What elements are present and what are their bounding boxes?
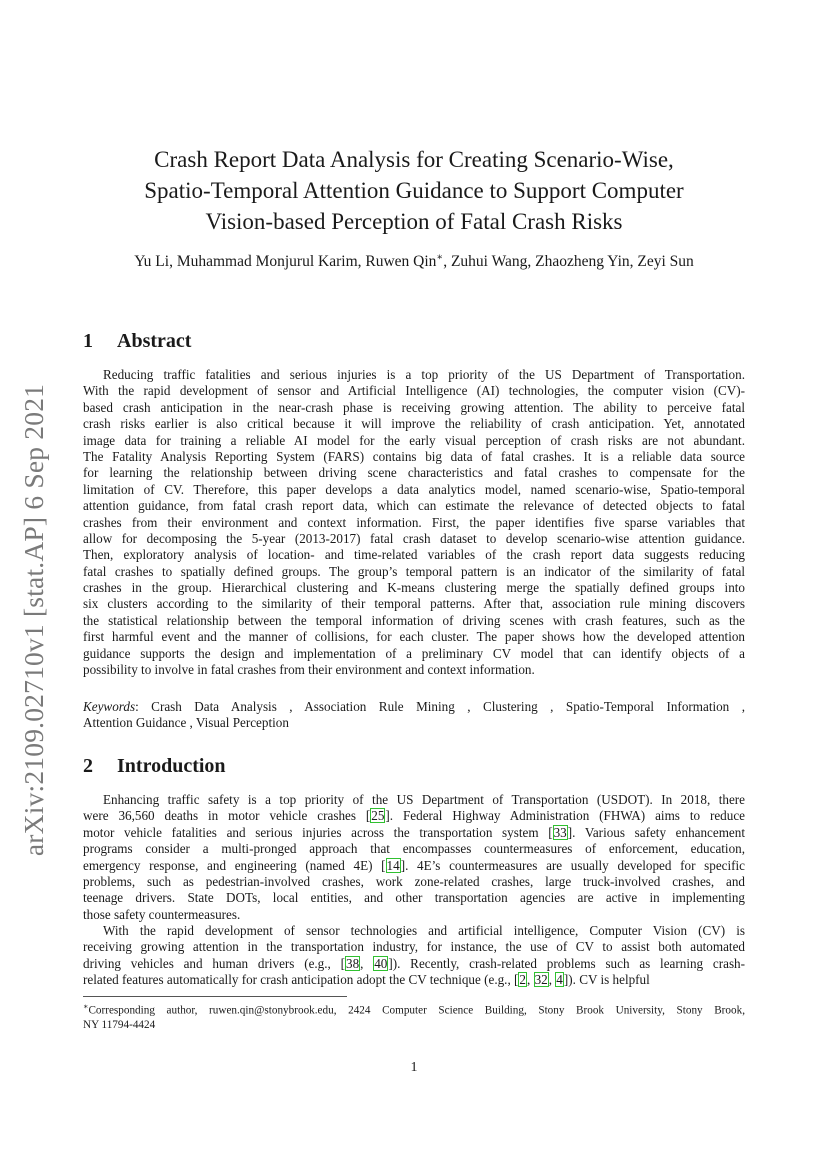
paragraph-line: With the rapid development of sensor technologies and artificial intelligence, Computer Vision (CV) is [103, 923, 745, 938]
footnote-mark: ∗ [83, 1002, 89, 1011]
citation-link[interactable]: 4 [556, 972, 563, 988]
authors-after: , Zuhui Wang, Zhaozheng Yin, Zeyi Sun [443, 253, 694, 271]
paragraph-line [83, 825, 745, 841]
keywords-text: : Crash Data Analysis , Association Rule Mining , Clustering , Spatio-Temporal Information , [135, 699, 745, 714]
text-run: ]). Recently, crash-related problems such as learning crash- [388, 955, 745, 971]
paragraph-line: receiving growing attention in the transportation industry, for instance, the use of CV to assist both automated [83, 939, 745, 955]
abstract-line: six clusters according to the similarity of their temporal patterns. After that, association rule mining discovers [83, 596, 745, 612]
abstract-line: guidance supports the design and implementation of a preliminary CV model that can identify objects of a [83, 645, 745, 661]
citation-link[interactable]: 25 [371, 808, 385, 824]
abstract-line: crashes from their environment and context information. First, the paper identifies five sparse variables that [83, 514, 745, 530]
section-number: 1 [83, 330, 93, 352]
abstract-line: With the rapid development of sensor and Artificial Intelligence (AI) technologies, the computer vision (CV)- [83, 383, 745, 399]
section-number: 2 [83, 755, 93, 777]
abstract-line: based crash anticipation in the near-crash phase is receiving growing attention. The ability to perceive fatal [83, 399, 745, 415]
citation-link[interactable]: 2 [519, 972, 526, 988]
title-line: Crash Report Data Analysis for Creating Scenario-Wise, [154, 147, 674, 172]
text-run: related features automatically for crash anticipation adopt the CV technique (e.g., [ [83, 972, 519, 988]
paper-title [100, 144, 728, 237]
abstract-line: allow for decomposing the 5-year (2013-2017) fatal crash dataset to develop scenario-wise attention guidance. [83, 530, 745, 546]
footnote-line [83, 1000, 745, 1018]
footnote [83, 1000, 745, 1033]
title-line: Vision-based Perception of Fatal Crash Risks [205, 209, 623, 234]
abstract-line: first harmful event and the manner of collisions, for each cluster. The paper shows how the developed attention [83, 629, 745, 645]
abstract-line: crashes in the group. Hierarchical clustering and K-means clustering merge the spatially defined groups into [83, 580, 745, 596]
text-run: driving vehicles and human drivers (e.g., [ [83, 955, 345, 971]
text-run: ]. Various safety enhancement [567, 824, 745, 840]
citation-link[interactable]: 40 [374, 955, 388, 971]
text-run: , [548, 972, 556, 988]
arxiv-identifier-text: arXiv:2109.02710v1 [stat.AP] 6 Sep 2021 [18, 383, 49, 857]
paragraph-line: Enhancing traffic safety is a top priority of the US Department of Transportation (USDOT). In 2018, there [103, 792, 745, 807]
citation-link[interactable]: 14 [386, 857, 400, 873]
citation-link[interactable]: 32 [534, 972, 548, 988]
text-run: motor vehicle fatalities and serious injuries across the transportation system [ [83, 824, 553, 840]
introduction-paragraph-1 [83, 792, 745, 923]
text-run: , [360, 955, 374, 971]
paragraph-line: teenage drivers. State DOTs, local entities, and other transportation agencies are active in implementing [83, 890, 745, 906]
section-title: Introduction [117, 755, 226, 777]
paragraph-line: programs consider a multi-pronged approach that encompasses countermeasures of enforcement, education, [83, 841, 745, 857]
text-run: emergency response, and engineering (named 4E) [ [83, 857, 386, 873]
text-run: were 36,560 deaths in motor vehicle crashes [ [83, 808, 371, 824]
keywords [83, 699, 745, 732]
citation-link[interactable]: 33 [553, 824, 567, 840]
abstract-body [83, 367, 745, 678]
text-run: ]. 4E’s countermeasures are usually developed for specific [400, 857, 745, 873]
text-run: ]). CV is helpful [563, 972, 650, 988]
author-list [82, 252, 746, 271]
title-line: Spatio-Temporal Attention Guidance to Support Computer [144, 178, 684, 203]
abstract-line: Then, exploratory analysis of location- and time-related variables of the crash report data suggests reducing [83, 547, 745, 563]
footnote-rule [83, 996, 347, 997]
abstract-line: fatal crashes to spatially defined groups. The group’s temporal pattern is an indicator of the similarity of fatal [83, 563, 745, 579]
abstract-line: the statistical relationship between the temporal information of driving scenes with crash features, such as the [83, 612, 745, 628]
text-run: ]. Federal Highway Administration (FHWA) aims to reduce [385, 808, 745, 824]
abstract-line: possibility to involve in fatal crashes from their environment and context information. [83, 662, 535, 678]
abstract-line: limitation of CV. Therefore, this paper develops a data analytics model, named scenario-wise, Spatio-temporal [83, 481, 745, 497]
corresponding-author-mark[interactable]: ∗ [436, 252, 444, 263]
page-number: 1 [410, 1060, 418, 1075]
introduction-paragraph-2 [83, 923, 745, 989]
footnote-text: Corresponding author, ruwen.qin@stonybrook.edu, 2424 Computer Science Building, Stony Brook University, Stony Brook, [88, 1004, 745, 1017]
paragraph-line [83, 972, 745, 988]
citation-link[interactable]: 38 [346, 955, 360, 971]
introduction-heading [83, 755, 226, 778]
abstract-line: crash risks earlier is also critical because it will improve the reliability of crash anticipation. Yet, annotated [83, 416, 745, 432]
text-run: , [527, 972, 534, 988]
arxiv-identifier [14, 370, 54, 870]
abstract-line: Reducing traffic fatalities and serious injuries is a top priority of the US Department of Transportation. [103, 367, 745, 382]
abstract-line: attention guidance, from fatal crash report data, which can estimate the relevance of detected objects to fatal [83, 498, 745, 514]
paragraph-line [83, 858, 745, 874]
abstract-line: The Fatality Analysis Reporting System (FARS) contains big data of fatal crashes. It is a reliable data source [83, 448, 745, 464]
footnote-line: NY 11794-4424 [83, 1019, 156, 1032]
paragraph-line [83, 956, 745, 972]
keywords-line [83, 699, 745, 715]
abstract-line: image data for training a reliable AI model for the early visual perception of crash risks are not abundant. [83, 432, 745, 448]
keywords-label: Keywords [83, 699, 136, 714]
paragraph-line [83, 808, 745, 824]
authors-before: Yu Li, Muhammad Monjurul Karim, Ruwen Qin [134, 253, 437, 271]
paragraph-line: those safety countermeasures. [83, 906, 241, 922]
abstract-heading [83, 330, 191, 353]
keywords-line: Attention Guidance , Visual Perception [83, 715, 289, 731]
abstract-line: for learning the relationship between driving scene characteristics and fatal crashes to compensate for the [83, 465, 745, 481]
section-title: Abstract [117, 330, 192, 352]
paragraph-line: problems, such as pedestrian-involved crashes, work zone-related crashes, large truck-involved crashes, and [83, 873, 745, 889]
